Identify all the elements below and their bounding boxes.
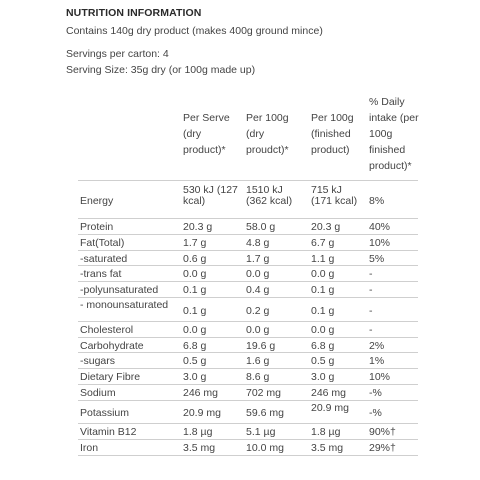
row-sodium-dry100: 702 mg — [246, 387, 282, 399]
row-iron-dry100: 10.0 mg — [246, 442, 284, 454]
row-saturated-fin100: 1.1 g — [311, 253, 335, 265]
row-potassium-serve: 20.9 mg — [183, 407, 221, 419]
row-monounsaturated-name: - monounsaturated — [80, 299, 169, 311]
row-sugars-dry100: 1.6 g — [246, 355, 270, 367]
page-title: NUTRITION INFORMATION — [66, 7, 202, 19]
table-rule — [78, 337, 418, 338]
row-trans-fat-dry100: 0.0 g — [246, 268, 270, 280]
row-iron-name: Iron — [80, 442, 99, 454]
table-rule — [78, 321, 418, 322]
row-iron-di: 29%† — [369, 442, 396, 454]
row-saturated-di: 5% — [369, 253, 385, 265]
row-sugars-name: -sugars — [80, 355, 116, 367]
row-sugars-serve: 0.5 g — [183, 355, 207, 367]
row-polyunsaturated-fin100: 0.1 g — [311, 284, 335, 296]
row-potassium-fin100: 20.9 mg — [311, 402, 349, 414]
row-vitamin-b12-dry100: 5.1 µg — [246, 426, 276, 438]
table-rule — [78, 297, 418, 298]
row-carbohydrate-di: 2% — [369, 340, 385, 352]
row-monounsaturated-di: - — [369, 305, 373, 317]
row-carbohydrate-fin100: 6.8 g — [311, 340, 335, 352]
table-rule — [78, 400, 418, 401]
header-per-100g-finished: Per 100g (finished product) — [311, 112, 354, 156]
row-cholesterol-di: - — [369, 324, 373, 336]
row-fat-serve: 1.7 g — [183, 237, 207, 249]
row-sugars-di: 1% — [369, 355, 385, 367]
row-iron-fin100: 3.5 mg — [311, 442, 344, 454]
row-carbohydrate-name: Carbohydrate — [80, 340, 144, 352]
table-rule — [78, 281, 418, 282]
contains-text: Contains 140g dry product (makes 400g ground mince) — [66, 25, 323, 37]
row-polyunsaturated-name: -polyunsaturated — [80, 284, 159, 296]
row-fat-fin100: 6.7 g — [311, 237, 335, 249]
row-vitamin-b12-fin100: 1.8 µg — [311, 426, 341, 438]
row-fat-dry100: 4.8 g — [246, 237, 270, 249]
row-protein-fin100: 20.3 g — [311, 221, 341, 233]
row-energy-fin100: 715 kJ (171 kcal) — [311, 184, 358, 207]
row-energy-dry100: 1510 kJ (362 kcal) — [246, 184, 293, 207]
row-saturated-serve: 0.6 g — [183, 253, 207, 265]
row-dietary-fibre-fin100: 3.0 g — [311, 371, 335, 383]
row-dietary-fibre-dry100: 8.6 g — [246, 371, 270, 383]
table-rule — [78, 218, 418, 219]
row-cholesterol-serve: 0.0 g — [183, 324, 207, 336]
row-potassium-name: Potassium — [80, 407, 130, 419]
table-rule — [78, 265, 418, 266]
header-per-100g-dry: Per 100g (dry proudct)* — [246, 112, 289, 156]
row-sugars-fin100: 0.5 g — [311, 355, 335, 367]
row-monounsaturated-serve: 0.1 g — [183, 305, 207, 317]
row-sodium-fin100: 246 mg — [311, 387, 347, 399]
row-protein-di: 40% — [369, 221, 391, 233]
row-sodium-serve: 246 mg — [183, 387, 219, 399]
row-vitamin-b12-di: 90%† — [369, 426, 396, 438]
table-rule — [78, 250, 418, 251]
row-protein-name: Protein — [80, 221, 114, 233]
header-daily-intake: % Daily intake (per 100g finished product)* — [369, 96, 419, 172]
row-iron-serve: 3.5 mg — [183, 442, 216, 454]
row-potassium-dry100: 59.6 mg — [246, 407, 284, 419]
row-vitamin-b12-name: Vitamin B12 — [80, 426, 137, 438]
table-rule — [78, 423, 418, 424]
row-cholesterol-dry100: 0.0 g — [246, 324, 270, 336]
row-cholesterol-fin100: 0.0 g — [311, 324, 335, 336]
row-polyunsaturated-dry100: 0.4 g — [246, 284, 270, 296]
row-monounsaturated-fin100: 0.1 g — [311, 305, 335, 317]
row-polyunsaturated-serve: 0.1 g — [183, 284, 207, 296]
table-rule — [78, 352, 418, 353]
row-carbohydrate-dry100: 19.6 g — [246, 340, 276, 352]
row-protein-serve: 20.3 g — [183, 221, 213, 233]
header-per-serve: Per Serve (dry product)* — [183, 112, 230, 156]
row-dietary-fibre-name: Dietary Fibre — [80, 371, 141, 383]
row-carbohydrate-serve: 6.8 g — [183, 340, 207, 352]
row-protein-dry100: 58.0 g — [246, 221, 276, 233]
table-rule — [78, 439, 418, 440]
row-cholesterol-name: Cholesterol — [80, 324, 134, 336]
row-energy-serve: 530 kJ (127 kcal) — [183, 184, 238, 207]
row-trans-fat-fin100: 0.0 g — [311, 268, 335, 280]
row-polyunsaturated-di: - — [369, 284, 373, 296]
servings-text: Servings per carton: 4 — [66, 48, 169, 60]
row-dietary-fibre-serve: 3.0 g — [183, 371, 207, 383]
table-rule — [78, 234, 418, 235]
row-fat-name: Fat(Total) — [80, 237, 125, 249]
table-rule — [78, 384, 418, 385]
row-sodium-di: -% — [369, 387, 382, 399]
row-monounsaturated-dry100: 0.2 g — [246, 305, 270, 317]
row-trans-fat-serve: 0.0 g — [183, 268, 207, 280]
row-fat-di: 10% — [369, 237, 391, 249]
row-energy-di: 8% — [369, 195, 385, 207]
table-rule — [78, 368, 418, 369]
row-trans-fat-di: - — [369, 268, 373, 280]
row-saturated-dry100: 1.7 g — [246, 253, 270, 265]
row-trans-fat-name: -trans fat — [80, 268, 122, 280]
table-rule — [78, 455, 418, 456]
row-energy-name: Energy — [80, 195, 114, 207]
table-rule — [78, 180, 418, 181]
row-saturated-name: -saturated — [80, 253, 128, 265]
row-sodium-name: Sodium — [80, 387, 116, 399]
serving-size-text: Serving Size: 35g dry (or 100g made up) — [66, 64, 256, 76]
row-dietary-fibre-di: 10% — [369, 371, 391, 383]
row-potassium-di: -% — [369, 407, 382, 419]
row-vitamin-b12-serve: 1.8 µg — [183, 426, 213, 438]
